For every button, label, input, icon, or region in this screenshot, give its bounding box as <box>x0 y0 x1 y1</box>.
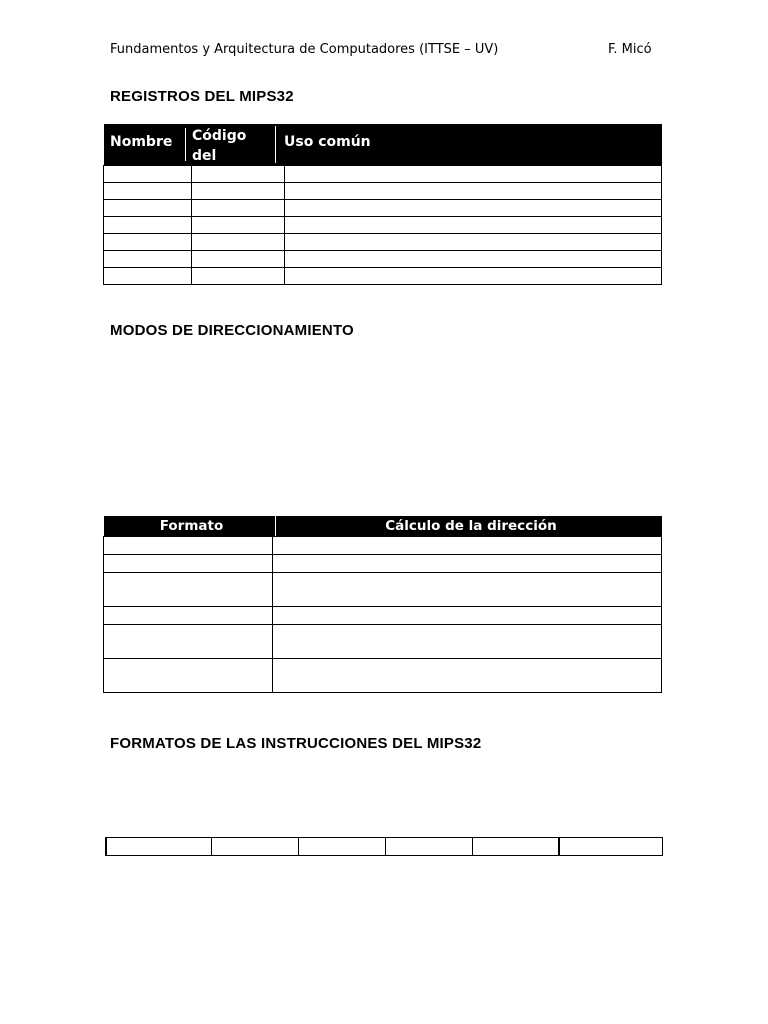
registers-table-cell <box>285 234 662 251</box>
registers-table-cell <box>285 200 662 217</box>
addressing-col-calculo <box>280 516 662 536</box>
formats-fields-row <box>106 838 663 856</box>
addressing-table-cell <box>273 625 662 659</box>
registers-table-body <box>103 165 662 285</box>
addressing-section-title: MODOS DE DIRECCIONAMIENTO <box>110 322 354 339</box>
addressing-col-formato-label: Formato <box>159 518 224 534</box>
registers-table-cell <box>285 251 662 268</box>
registers-table-cell <box>285 166 662 183</box>
addressing-table-cell <box>273 659 662 693</box>
registers-table-row <box>104 251 662 268</box>
addressing-table-row <box>104 573 662 607</box>
registers-col-nombre-label: Nombre <box>110 134 173 150</box>
addressing-col-formato <box>108 516 276 536</box>
addressing-table-row <box>104 537 662 555</box>
registers-table-cell <box>104 200 192 217</box>
registers-table-row <box>104 268 662 285</box>
registers-table-cell <box>192 268 285 285</box>
registers-table-cell <box>104 166 192 183</box>
registers-section-title: REGISTROS DEL MIPS32 <box>110 88 294 105</box>
registers-table-cell <box>192 200 285 217</box>
registers-table-cell <box>285 217 662 234</box>
addressing-table-cell <box>104 537 273 555</box>
addressing-table-row <box>104 607 662 625</box>
formats-field-cell <box>385 838 472 856</box>
addressing-table-cell <box>273 555 662 573</box>
addressing-table-row <box>104 659 662 693</box>
addressing-table-cell <box>104 607 273 625</box>
registers-table-cell <box>104 251 192 268</box>
addressing-table-cell <box>104 659 273 693</box>
addressing-table-cell <box>273 607 662 625</box>
registers-table-cell <box>104 217 192 234</box>
formats-fields-table <box>105 837 663 856</box>
registers-table-row <box>104 183 662 200</box>
addressing-table-cell <box>104 625 273 659</box>
addressing-table-header <box>104 516 662 536</box>
registers-table-cell <box>285 268 662 285</box>
registers-table-cell <box>192 251 285 268</box>
registers-table-cell <box>104 268 192 285</box>
addressing-col-calculo-label: Cálculo de la dirección <box>385 518 557 534</box>
registers-table-row <box>104 217 662 234</box>
registers-table-cell <box>192 217 285 234</box>
registers-col-codigo-line2: registro <box>192 168 255 184</box>
formats-field-cell <box>559 838 663 856</box>
registers-col-codigo <box>186 126 276 184</box>
registers-col-uso <box>276 124 662 165</box>
formats-field-cell <box>211 838 298 856</box>
registers-col-uso-label: Uso común <box>284 134 371 150</box>
formats-field-cell <box>298 838 385 856</box>
addressing-table-body <box>103 536 662 693</box>
registers-col-codigo-line1: Código del <box>192 128 247 164</box>
registers-table-cell <box>192 234 285 251</box>
addressing-table-cell <box>273 573 662 607</box>
addressing-table-cell <box>104 555 273 573</box>
page-header-author: F. Micó <box>608 42 652 57</box>
registers-table-row <box>104 200 662 217</box>
registers-table-cell <box>104 234 192 251</box>
addressing-table-row <box>104 625 662 659</box>
formats-section-title: FORMATOS DE LAS INSTRUCCIONES DEL MIPS32 <box>110 735 482 752</box>
formats-field-cell <box>106 838 211 856</box>
addressing-table-cell <box>104 573 273 607</box>
registers-table-row <box>104 234 662 251</box>
registers-col-nombre <box>104 128 186 161</box>
formats-field-cell <box>472 838 559 856</box>
registers-table-row <box>104 166 662 183</box>
registers-table-cell <box>104 183 192 200</box>
page-header-course: Fundamentos y Arquitectura de Computadores (ITTSE – UV) <box>110 42 499 57</box>
registers-table-cell <box>285 183 662 200</box>
registers-table-cell <box>192 166 285 183</box>
addressing-table-cell <box>273 537 662 555</box>
registers-table-header <box>104 124 662 184</box>
addressing-table-row <box>104 555 662 573</box>
registers-table-cell <box>192 183 285 200</box>
